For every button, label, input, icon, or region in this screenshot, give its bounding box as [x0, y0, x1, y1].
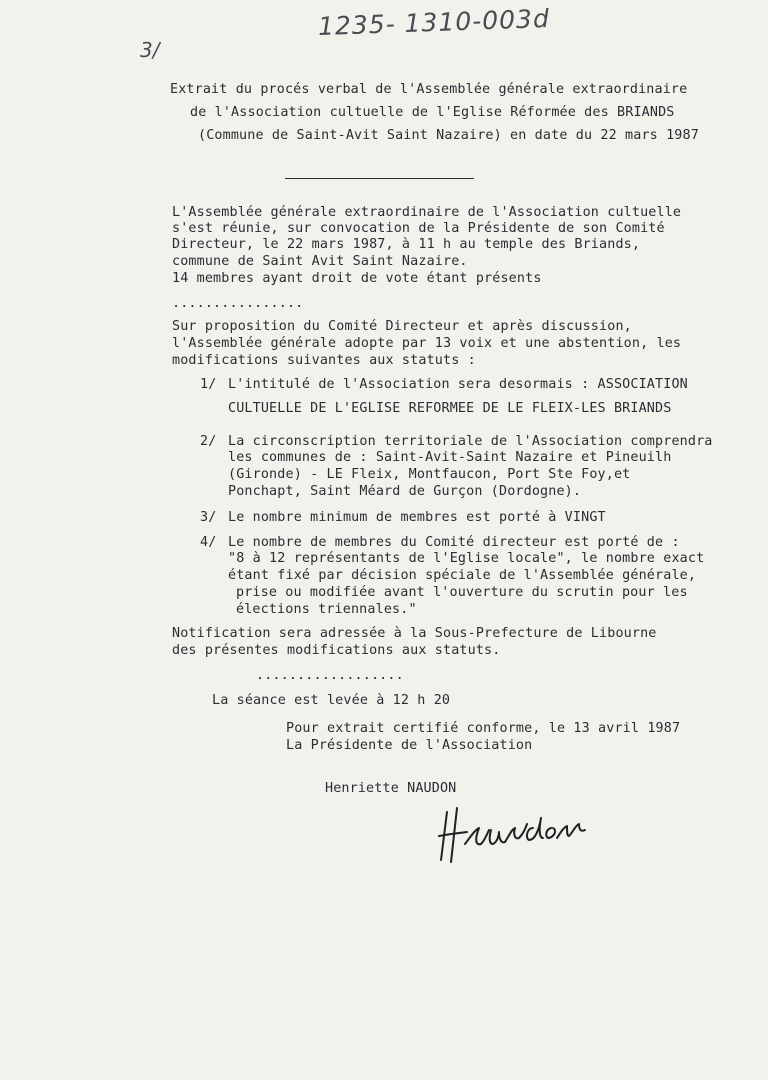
- notification-line-1: Notification sera adressée à la Sous-Prefecture de Libourne: [172, 626, 657, 641]
- header-line-3: (Commune de Saint-Avit Saint Nazaire) en date du 22 mars 1987: [198, 128, 699, 143]
- separator-dots-2: ..................: [256, 668, 404, 683]
- item-1-line-2: CULTUELLE DE L'EGLISE REFORMEE DE LE FLEIX-LES BRIANDS: [228, 401, 672, 416]
- proposal-line-3: modifications suivantes aux statuts :: [172, 353, 476, 368]
- item-2-number: 2/: [200, 434, 217, 449]
- item-2-line-3: (Gironde) - LE Fleix, Montfaucon, Port Ste Foy,et: [228, 467, 631, 482]
- separator-dots-1: ................: [172, 296, 304, 311]
- item-1-line-1: L'intitulé de l'Association sera desormais : ASSOCIATION: [228, 377, 688, 392]
- signatory-name: Henriette NAUDON: [325, 781, 457, 796]
- certification-line-2: La Présidente de l'Association: [286, 738, 533, 753]
- handwritten-reference: 1235- 1310-003d: [317, 3, 551, 42]
- item-1-number: 1/: [200, 377, 217, 392]
- intro-line-5: 14 membres ayant droit de vote étant présents: [172, 271, 542, 286]
- item-2-line-1: La circonscription territoriale de l'Association comprendra: [228, 434, 713, 449]
- intro-line-3: Directeur, le 22 mars 1987, à 11 h au temple des Briands,: [172, 237, 641, 252]
- item-2-line-4: Ponchapt, Saint Méard de Gurçon (Dordogne).: [228, 484, 582, 499]
- intro-line-1: L'Assemblée générale extraordinaire de l'Association cultuelle: [172, 205, 682, 220]
- intro-line-2: s'est réunie, sur convocation de la Présidente de son Comité: [172, 221, 665, 236]
- header-line-1: Extrait du procés verbal de l'Assemblée générale extraordinaire: [170, 82, 688, 97]
- notification-line-2: des présentes modifications aux statuts.: [172, 643, 501, 658]
- item-3-number: 3/: [200, 510, 217, 525]
- item-2-line-2: les communes de : Saint-Avit-Saint Nazaire et Pineuilh: [228, 450, 672, 465]
- item-4-line-5: élections triennales.": [236, 602, 417, 617]
- certification-line-1: Pour extrait certifié conforme, le 13 avril 1987: [286, 721, 681, 736]
- item-4-line-2: "8 à 12 représentants de l'Eglise locale", le nombre exact: [228, 551, 705, 566]
- item-4-line-1: Le nombre de membres du Comité directeur est porté de :: [228, 535, 680, 550]
- item-3-line-1: Le nombre minimum de membres est porté à VINGT: [228, 510, 606, 525]
- header-divider: [285, 178, 474, 179]
- proposal-line-1: Sur proposition du Comité Directeur et après discussion,: [172, 319, 632, 334]
- closing-line: La séance est levée à 12 h 20: [212, 693, 451, 708]
- item-4-line-3: étant fixé par décision spéciale de l'Assemblée générale,: [228, 568, 697, 583]
- item-4-line-4: prise ou modifiée avant l'ouverture du scrutin pour les: [236, 585, 688, 600]
- handwritten-page-number: 3/: [140, 38, 160, 62]
- handwritten-signature: [435, 800, 605, 870]
- item-4-number: 4/: [200, 535, 217, 550]
- header-line-2: de l'Association cultuelle de l'Eglise Réformée des BRIANDS: [190, 105, 675, 120]
- intro-line-4: commune de Saint Avit Saint Nazaire.: [172, 254, 468, 269]
- proposal-line-2: l'Assemblée générale adopte par 13 voix et une abstention, les: [172, 336, 682, 351]
